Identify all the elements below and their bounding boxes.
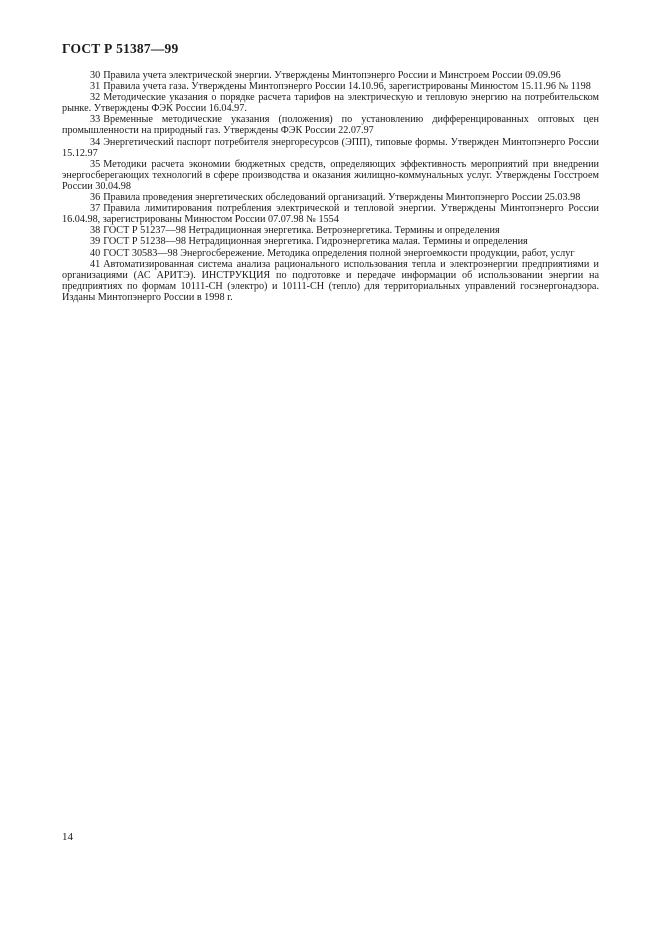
reference-number: 41 (90, 258, 101, 270)
reference-text: ГОСТ Р 51237—98 Нетрадиционная энергетика. Ветроэнергетика. Термины и определения (103, 225, 500, 237)
reference-item-36 (62, 192, 599, 203)
reference-number: 34 (90, 136, 101, 148)
reference-number: 39 (90, 236, 101, 248)
reference-text: Временные методические указания (положения) по установлению дифференцированных оптовых цен промышленности на природный газ. Утверждены ФЭК России 22.07.97 (62, 114, 599, 137)
reference-item-30 (62, 70, 599, 81)
reference-number: 36 (90, 192, 101, 204)
reference-number: 38 (90, 225, 101, 237)
reference-text: Правила учета газа. Утверждены Минтопэнерго России 14.10.96, зарегистрированы Минюстом 15.11.96 № 1198 (103, 81, 591, 93)
reference-text: Методики расчета экономии бюджетных средств, определяющих эффективность мероприятий при внедрении энергосберегающих технологий в сфере производства и оказания жилищно-коммунальных услуг. Утверждены Госстроем России 30.04.98 (62, 158, 599, 192)
reference-text: ГОСТ Р 51238—98 Нетрадиционная энергетика. Гидроэнергетика малая. Термины и определения (103, 236, 528, 248)
reference-item-39 (62, 236, 599, 247)
reference-item-31 (62, 81, 599, 92)
reference-number: 30 (90, 70, 101, 81)
reference-number: 35 (90, 158, 101, 170)
reference-item-33 (62, 114, 599, 136)
reference-text: Методические указания о порядке расчета тарифов на электрическую и тепловую энергию на потребительском рынке. Утверждены ФЭК России 16.04.97. (62, 92, 599, 115)
reference-text: Правила лимитирования потребления электрической и тепловой энергии. Утверждены Минтопэнерго России 16.04.98, зарегистрированы Минюстом России 07.07.98 № 1554 (62, 203, 599, 226)
reference-item-35 (62, 159, 599, 192)
reference-item-32 (62, 92, 599, 114)
reference-list (62, 70, 599, 303)
reference-text: Энергетический паспорт потребителя энергоресурсов (ЭПП), типовые формы. Утвержден Минтопэнерго России 15.12.97 (62, 136, 599, 159)
reference-number: 31 (90, 81, 101, 93)
reference-number: 40 (90, 247, 101, 259)
reference-item-38 (62, 225, 599, 236)
reference-text: ГОСТ 30583—98 Энергосбережение. Методика определения полной энергоемкости продукции, работ, услуг (103, 247, 575, 259)
reference-item-40 (62, 248, 599, 259)
page-number: 14 (62, 831, 73, 843)
reference-text: Правила учета электрической энергии. Утверждены Минтопэнерго России и Минстроем России 09.09.96 (103, 70, 561, 81)
reference-item-34 (62, 137, 599, 159)
reference-number: 37 (90, 203, 101, 215)
reference-number: 33 (90, 114, 101, 126)
reference-text: Правила проведения энергетических обследований организаций. Утверждены Минтопэнерго России 25.03.98 (103, 192, 581, 204)
reference-item-37 (62, 203, 599, 225)
reference-item-41 (62, 259, 599, 303)
document-code-header: ГОСТ Р 51387—99 (62, 41, 179, 56)
reference-text: Автоматизированная система анализа рационального использования тепла и электроэнергии предприятиями и организациями (АС АРИТЭ). ИНСТРУКЦИЯ по подготовке и передаче информации об использовании энергии на предприятиях по формам 10111-СН (электро) и 10111-СН (тепло) для территориальных управлений госэнергонадзора. Изданы Минтопэнерго России в 1998 г. (62, 258, 599, 303)
reference-number: 32 (90, 92, 101, 104)
